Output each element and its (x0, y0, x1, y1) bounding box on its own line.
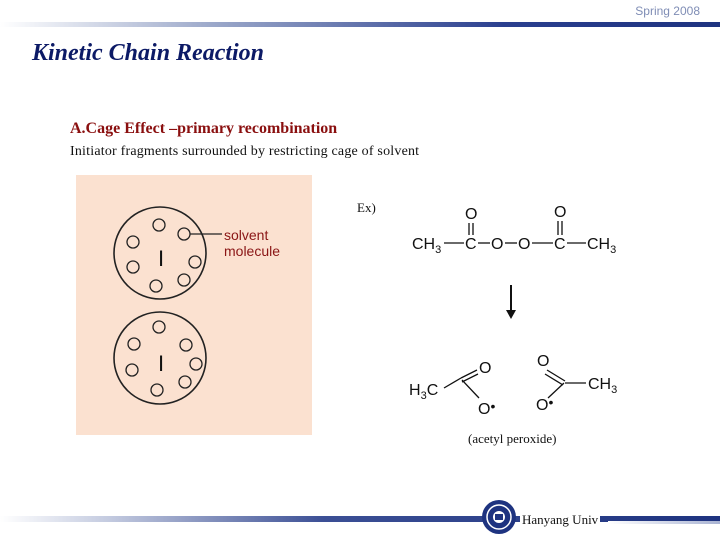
section-description: Initiator fragments surrounded by restricting cage of solvent (70, 144, 420, 159)
carbonyl-oxygen-left: O (465, 206, 478, 223)
footer-accent-bar (608, 521, 720, 524)
section-heading: A.Cage Effect –primary recombination (70, 120, 338, 137)
semester-label: Spring 2008 (635, 4, 700, 18)
carbonyl-oxygen-right: O (554, 204, 567, 221)
methyl-right-bottom: $CH_3$ (588, 376, 618, 396)
solvent-label-line2: molecule (224, 243, 281, 259)
radical-carbonyl-oxygen-left: O (479, 360, 492, 377)
institution-name: Hanyang Univ (522, 512, 599, 527)
radical-oxygen-left: O• (478, 398, 496, 418)
acetyl-peroxide-structure (412, 204, 616, 256)
acetoxy-radicals (409, 353, 617, 418)
methyl-left-bottom: $H_3C$ (409, 382, 439, 402)
reaction-arrow-head (506, 310, 516, 319)
university-seal-icon (481, 499, 517, 535)
peroxide-oxygen-1: O (491, 236, 504, 253)
initiator-symbol-upper: I (157, 246, 165, 271)
slide-title: Kinetic Chain Reaction (32, 40, 265, 66)
carbonyl-carbon-left: C (465, 236, 477, 253)
carbonyl-carbon-right: C (554, 236, 566, 253)
molecule-caption: (acetyl peroxide) (468, 431, 557, 446)
solvent-label-line1: solvent (224, 227, 269, 243)
methyl-left-top: $CH_3$ (412, 236, 442, 256)
radical-carbonyl-oxygen-right: O (537, 353, 550, 370)
initiator-symbol-lower: I (157, 351, 165, 376)
example-label: Ex) (357, 200, 376, 215)
peroxide-oxygen-2: O (518, 236, 531, 253)
methyl-right-top: $CH_3$ (587, 236, 617, 256)
radical-oxygen-right: O• (536, 394, 554, 414)
